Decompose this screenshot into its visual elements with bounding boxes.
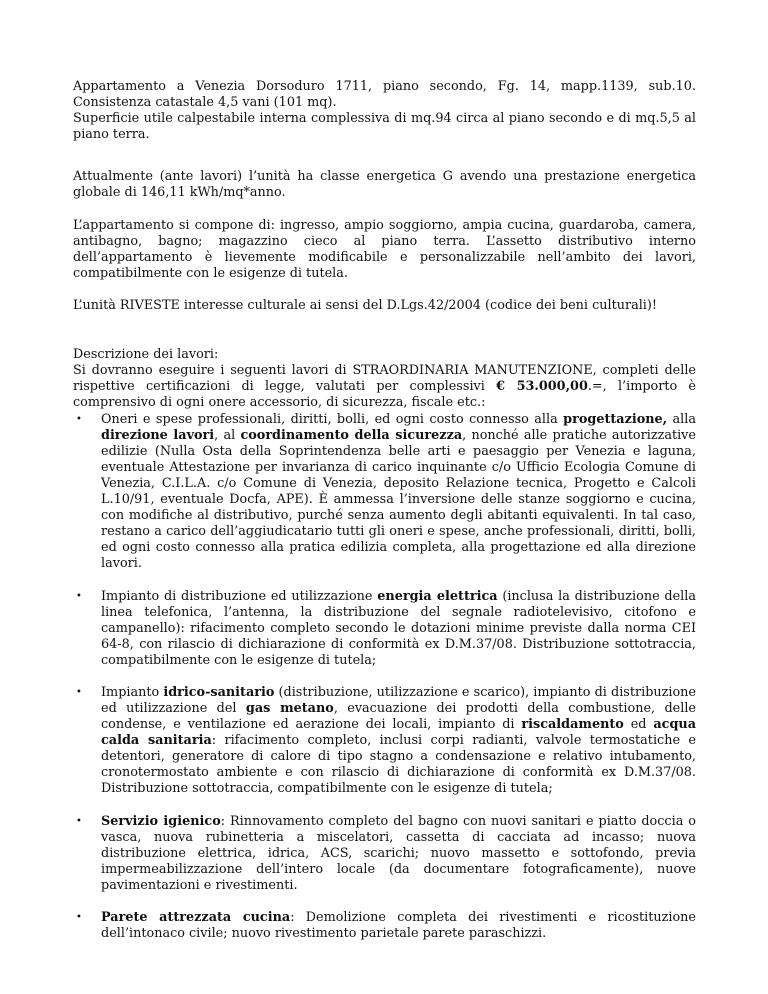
works-amount: € 53.000,00 (496, 379, 588, 394)
property-description (73, 79, 696, 143)
surface-line: Superficie utile calpestabile interna complessiva di mq.94 circa al piano secondo e di mq.5,5 al piano terra. (73, 111, 696, 142)
bullet-icon: • (76, 591, 82, 602)
bullet-icon: • (76, 912, 82, 923)
bullet-icon: • (76, 816, 82, 827)
list-item-plumbing-heating: Impianto idrico-sanitario (distribuzione, utilizzazione e scarico), impianto di distribuzione ed utilizzazione del gas metano, evacuazione dei prodotti della combustione, delle condense, e ventilazione ed aerazione dei locali, impianto di riscaldamento ed acqua calda sanitaria: rifacimento completo, inclusi corpi radianti, valvole termostatiche e detentori, generatore di calore di tipo stagno a condensazione e relativo intubamento, cronotermostato ambiente e con rilascio di dichiarazione di conformità ex D.M.37/08. Distribuzione sottotraccia, compatibilmente con le esigenze di tutela; (101, 685, 697, 796)
list-item-professional-fees: Oneri e spese professionali, diritti, bolli, ed ogni costo connesso alla progettazione, alla direzione lavori, al coordinamento della sicurezza, nonché alle pratiche autorizzative edilizie (Nulla Osta della Soprintendenza belle arti e paesaggio per Venezia e laguna, eventuale Attestazione per invarianza di carico inquinante c/o Ufficio Ecologia Comune di Venezia, C.I.L.A. c/o Comune di Venezia, deposito Relazione tecnica, Progetto e Calcoli L.10/91, eventuale Docfa, APE). È ammessa l’inversione delle stanze soggiorno e cucina, con modifiche al distributivo, purché senza aumento degli abitanti equivalenti. In tal caso, restano a carico dell’aggiudicatario tutti gli oneri e spese, anche professionali, diritti, bolli, ed ogni costo connesso alla pratica edilizia completa, alla progettazione ed alla direzione lavori. (101, 412, 696, 571)
list-item-kitchen-wall: Parete attrezzata cucina: Demolizione completa dei rivestimenti e ricostituzione dell’intonaco civile; nuovo rivestimento parietale parete paraschizzi. (101, 910, 696, 941)
energy-class-paragraph: Attualmente (ante lavori) l’unità ha classe energetica G avendo una prestazione energetica globale di 146,11 kWh/mq*anno. (73, 169, 696, 200)
bullet-icon: • (76, 687, 82, 698)
bullet-icon: • (76, 414, 82, 425)
layout-paragraph: L’appartamento si compone di: ingresso, ampio soggiorno, ampia cucina, guardaroba, camera, antibagno, bagno; magazzino cieco al piano terra. L’assetto distributivo interno dell’appartamento è lievemente modificabile e personalizzabile nell’ambito dei lavori, compatibilmente con le esigenze di tutela. (73, 218, 696, 281)
cadastral-line: Appartamento a Venezia Dorsoduro 1711, piano secondo, Fg. 14, mapp.1139, sub.10. Consistenza catastale 4,5 vani (101 mq). (73, 79, 696, 110)
works-heading: Descrizione dei lavori: (73, 347, 219, 362)
list-item-bathroom: Servizio igienico: Rinnovamento completo del bagno con nuovi sanitari e piatto doccia o vasca, nuova rubinetteria a miscelatori, cassetta di cacciata ad incasso; nuova distribuzione elettrica, idrica, ACS, scarichi; nuovo massetto e sottofondo, previa impermeabilizzazione dell’intero locale (da documentare fotograficamente), nuove pavimentazioni e rivestimenti. (101, 814, 696, 893)
works-description: Descrizione dei lavori: Si dovranno eseguire i seguenti lavori di STRAORDINARIA MANUTENZIONE, completi delle rispettive certificazioni di legge, valutati per complessivi € 53.000,00.=, l’importo è comprensivo di ogni onere accessorio, di sicurezza, fiscale etc.: (73, 347, 696, 410)
list-item-electrical-system: Impianto di distribuzione ed utilizzazione energia elettrica (inclusa la distribuzione della linea telefonica, l’antenna, la distribuzione del segnale radiotelevisivo, citofono e campanello): rifacimento completo secondo le dotazioni minime previste dalla norma CEI 64-8, con rilascio di dichiarazione di conformità ex D.M.37/08. Distribuzione sottotraccia, compatibilmente con le esigenze di tutela; (101, 589, 696, 668)
cultural-interest-paragraph: L’unità RIVESTE interesse culturale ai sensi del D.Lgs.42/2004 (codice dei beni culturali)! (73, 298, 658, 313)
